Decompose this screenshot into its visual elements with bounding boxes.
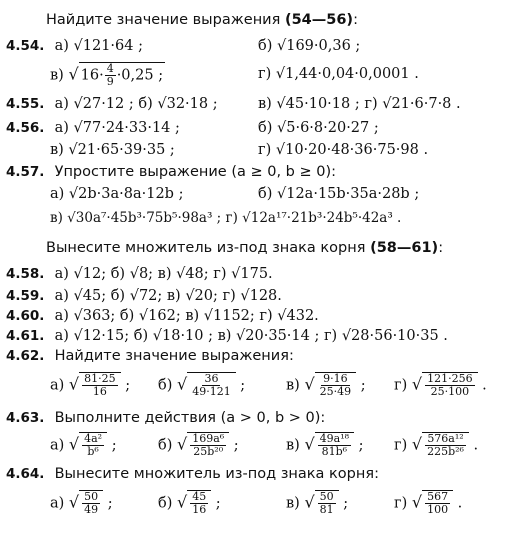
radical-sign: √ bbox=[411, 434, 423, 454]
denominator: b⁶ bbox=[87, 445, 99, 458]
radicand bbox=[79, 432, 107, 458]
problem-4-57 bbox=[6, 164, 336, 180]
item-label: в) bbox=[286, 437, 305, 454]
problem-items: а) √363; б) √162; в) √1152; г) √432. bbox=[54, 308, 319, 324]
intro-colon: : bbox=[353, 12, 358, 28]
problem-4-57-a: а) √2b·3a·8a·12b ; bbox=[50, 186, 184, 202]
denominator: 81b⁶ bbox=[321, 445, 348, 458]
problem-items: а) √12·15; б) √18·10 ; в) √20·35·14 ; г) √28·56·10·35 . bbox=[54, 328, 448, 344]
problem-4-57-b: б) √12a·15b·35a·28b ; bbox=[258, 186, 420, 202]
problem-4-54-row1 bbox=[6, 38, 143, 54]
fraction-item bbox=[394, 372, 487, 398]
radical-sign: √ bbox=[177, 374, 188, 394]
numerator: 50 bbox=[319, 490, 334, 503]
numerator: 49a¹⁸ bbox=[319, 432, 350, 445]
denominator: 25b²⁰ bbox=[193, 445, 224, 458]
radicand bbox=[315, 372, 357, 398]
problem-4-56-b: б) √5·6·8·20·27 ; bbox=[258, 120, 379, 136]
fraction-item bbox=[286, 372, 366, 398]
radical-sign: √ bbox=[68, 64, 79, 84]
radicand bbox=[79, 490, 103, 516]
item-label: г) bbox=[394, 377, 412, 394]
problem-number: 4.64. bbox=[6, 466, 45, 482]
item-punct: ; bbox=[107, 437, 117, 454]
denominator: 16 bbox=[92, 385, 107, 398]
numerator: 4a² bbox=[84, 432, 103, 445]
problem-4-54-b: б) √169·0,36 ; bbox=[258, 38, 361, 54]
item-label: в) bbox=[286, 495, 305, 512]
problem-4-54-d: г) √1,44·0,04·0,0001 . bbox=[258, 66, 419, 82]
radicand bbox=[315, 490, 339, 516]
item-label: г) bbox=[394, 495, 412, 512]
radical-sign: √ bbox=[304, 492, 315, 512]
section-intro-58-61 bbox=[46, 240, 443, 256]
intro-range: (54—56) bbox=[284, 12, 354, 28]
radical-sign: √ bbox=[177, 492, 188, 512]
numerator: 169a⁶ bbox=[192, 432, 225, 445]
problem-4-58 bbox=[6, 266, 273, 282]
radical-sign: √ bbox=[411, 492, 423, 512]
fraction-item bbox=[158, 372, 245, 398]
item-punct: ; bbox=[229, 437, 239, 454]
problem-items: а) √12; б) √8; в) √48; г) √175. bbox=[54, 266, 273, 282]
problem-4-64 bbox=[6, 466, 379, 482]
fraction bbox=[82, 373, 118, 398]
fraction-item bbox=[286, 490, 348, 516]
fraction bbox=[425, 433, 466, 458]
problem-number: 4.59. bbox=[6, 288, 45, 304]
problem-4-62 bbox=[6, 348, 294, 364]
intro-colon: : bbox=[438, 240, 444, 256]
item-label: в) bbox=[50, 67, 64, 84]
intro-text: Вынесите множитель из-под знака корня bbox=[46, 240, 366, 256]
item-punct: ; bbox=[235, 377, 246, 394]
fraction-item bbox=[50, 432, 117, 458]
denominator: 100 bbox=[427, 503, 449, 516]
radicand bbox=[187, 432, 229, 458]
radicand bbox=[79, 62, 165, 88]
problem-number: 4.55. bbox=[6, 96, 45, 112]
item-punct: ; bbox=[354, 437, 364, 454]
item-label: б) bbox=[158, 437, 177, 454]
fraction-item bbox=[394, 432, 478, 458]
fraction bbox=[82, 491, 100, 516]
item-punct: ; bbox=[356, 377, 366, 394]
radicand bbox=[79, 372, 121, 398]
radicand bbox=[187, 372, 236, 398]
problem-text: Упростите выражение (a ≥ 0, b ≥ 0): bbox=[54, 164, 337, 180]
fraction bbox=[318, 491, 336, 516]
problem-number: 4.61. bbox=[6, 328, 45, 344]
radical-sign: √ bbox=[304, 374, 315, 394]
fraction bbox=[82, 433, 104, 458]
radicand bbox=[422, 372, 478, 398]
radical-sign: √ bbox=[304, 434, 315, 454]
fraction-item bbox=[158, 490, 221, 516]
problem-number: 4.54. bbox=[6, 38, 45, 54]
problem-4-60 bbox=[6, 308, 319, 324]
problem-items: а) √45; б) √72; в) √20; г) √128. bbox=[54, 288, 282, 304]
item-punct: . bbox=[453, 495, 463, 512]
numerator: 45 bbox=[192, 490, 207, 503]
numerator: 576a¹² bbox=[427, 432, 464, 445]
fraction-item bbox=[50, 372, 130, 398]
item-label: а) bbox=[50, 377, 69, 394]
denominator: 25·100 bbox=[430, 385, 470, 398]
item-label: г) bbox=[394, 437, 412, 454]
fraction bbox=[105, 63, 116, 88]
fraction-item bbox=[394, 490, 462, 516]
radicand bbox=[315, 432, 354, 458]
numerator: 9·16 bbox=[323, 372, 348, 385]
item-punct: ; bbox=[120, 377, 131, 394]
radicand bbox=[422, 432, 469, 458]
denominator: 9 bbox=[106, 75, 114, 88]
problem-4-56-c: в) √21·65·39·35 ; bbox=[50, 142, 175, 158]
fraction-item bbox=[286, 432, 364, 458]
problem-text: Выполните действия (a > 0, b > 0): bbox=[54, 410, 326, 426]
item-label: а) bbox=[50, 495, 69, 512]
problem-number: 4.63. bbox=[6, 410, 45, 426]
fraction bbox=[425, 491, 450, 516]
problem-number: 4.62. bbox=[6, 348, 45, 364]
radicand-head: 16· bbox=[80, 67, 104, 84]
fraction bbox=[190, 373, 233, 398]
section-intro-54-56 bbox=[46, 12, 358, 28]
problem-number: 4.57. bbox=[6, 164, 45, 180]
fraction-item bbox=[50, 490, 113, 516]
radicand-tail: ·0,25 ; bbox=[116, 67, 164, 84]
problem-4-55 bbox=[6, 96, 218, 112]
item-punct: ; bbox=[338, 495, 349, 512]
fraction bbox=[425, 373, 475, 398]
radical-sign: √ bbox=[177, 434, 188, 454]
radical-sign: √ bbox=[68, 434, 80, 454]
denominator: 16 bbox=[192, 503, 207, 516]
numerator: 121·256 bbox=[427, 372, 473, 385]
problem-text: Найдите значение выражения: bbox=[54, 348, 294, 364]
item-label: а) bbox=[50, 437, 69, 454]
radical-sign: √ bbox=[68, 374, 80, 394]
numerator: 81·25 bbox=[84, 372, 116, 385]
numerator: 567 bbox=[427, 490, 449, 503]
problem-4-56 bbox=[6, 120, 180, 136]
fraction-item bbox=[158, 432, 239, 458]
problem-4-56-d: г) √10·20·48·36·75·98 . bbox=[258, 142, 429, 158]
item-label: в) bbox=[286, 377, 305, 394]
radicand bbox=[187, 490, 211, 516]
denominator: 225b²⁶ bbox=[427, 445, 464, 458]
fraction bbox=[190, 491, 208, 516]
problem-item-a: а) √121·64 ; bbox=[54, 38, 143, 54]
problem-items-ab: а) √27·12 ; б) √32·18 ; bbox=[54, 96, 218, 112]
problem-number: 4.56. bbox=[6, 120, 45, 136]
intro-text: Найдите значение выражения bbox=[46, 12, 281, 28]
problem-4-63 bbox=[6, 410, 325, 426]
radicand bbox=[422, 490, 453, 516]
item-punct: . bbox=[477, 377, 487, 394]
denominator: 49·121 bbox=[192, 385, 231, 398]
problem-text: Вынесите множитель из-под знака корня: bbox=[54, 466, 379, 482]
problem-item-a: а) √77·24·33·14 ; bbox=[54, 120, 180, 136]
item-punct: ; bbox=[211, 495, 221, 512]
problem-4-61 bbox=[6, 328, 448, 344]
problem-number: 4.60. bbox=[6, 308, 45, 324]
numerator: 4 bbox=[106, 62, 114, 75]
numerator: 36 bbox=[204, 372, 219, 385]
item-punct: ; bbox=[103, 495, 113, 512]
fraction bbox=[318, 433, 351, 458]
intro-range: (58—61) bbox=[370, 240, 439, 256]
denominator: 49 bbox=[84, 503, 99, 516]
radical-sign: √ bbox=[68, 492, 80, 512]
fraction bbox=[318, 373, 354, 398]
numerator: 50 bbox=[84, 490, 99, 503]
problem-4-57-cd: в) √30a⁷·45b³·75b⁵·98a³ ; г) √12a¹⁷·21b³·24b⁵·42a³ . bbox=[50, 210, 402, 226]
problem-number: 4.58. bbox=[6, 266, 45, 282]
problem-4-54-c bbox=[50, 62, 165, 88]
item-punct: . bbox=[468, 437, 479, 454]
problem-4-55-cd: в) √45·10·18 ; г) √21·6·7·8 . bbox=[258, 96, 461, 112]
denominator: 81 bbox=[319, 503, 334, 516]
item-label: б) bbox=[158, 377, 177, 394]
problem-4-59 bbox=[6, 288, 282, 304]
fraction bbox=[190, 433, 226, 458]
denominator: 25·49 bbox=[319, 385, 352, 398]
item-label: б) bbox=[158, 495, 177, 512]
radical-sign: √ bbox=[411, 374, 423, 394]
